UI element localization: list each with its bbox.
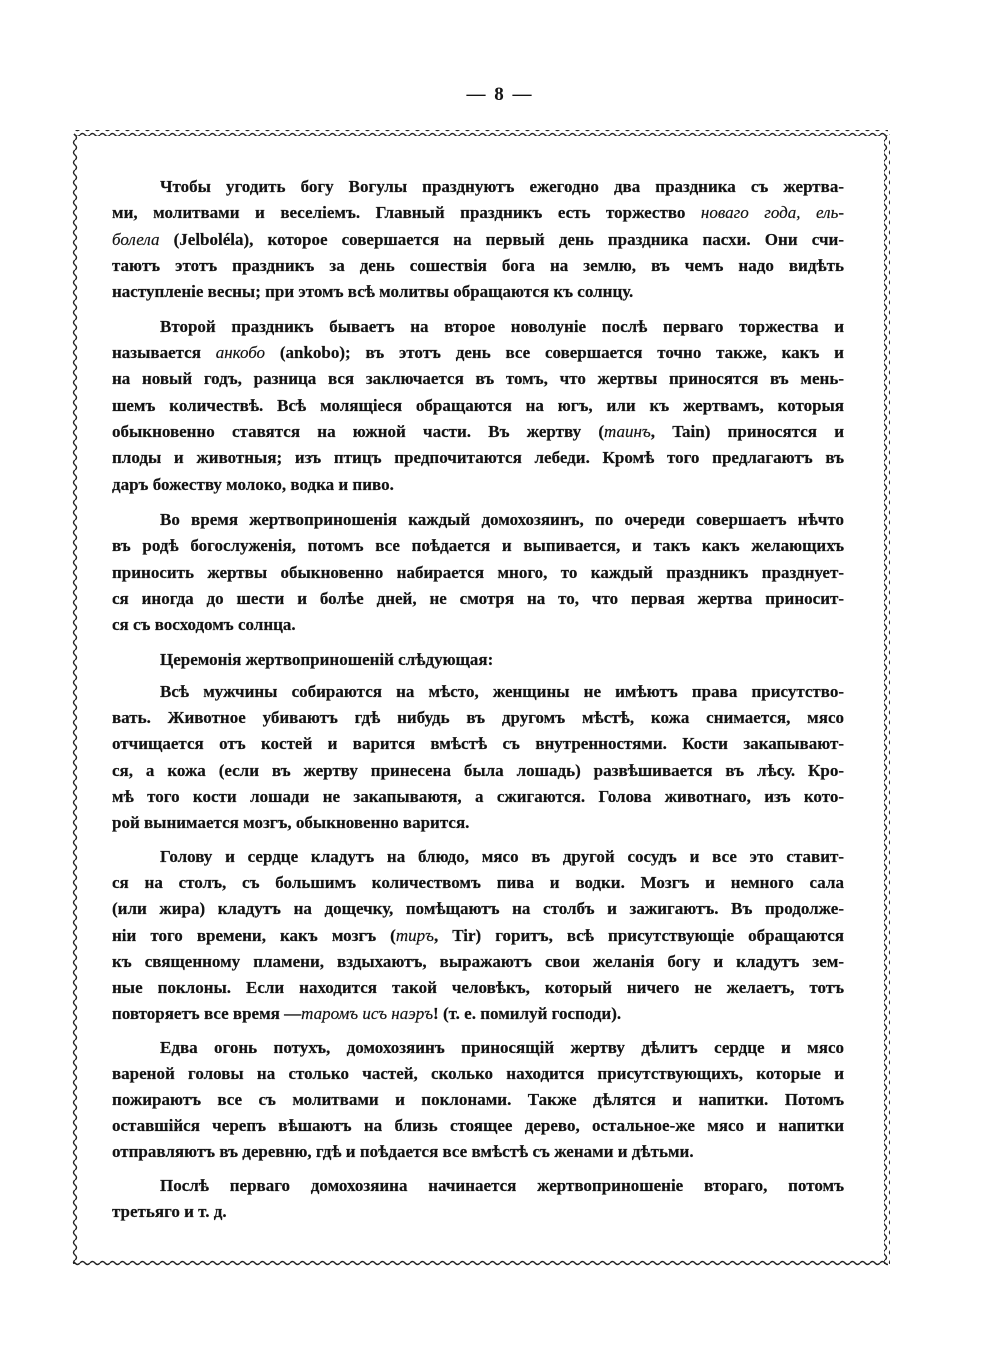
text-segment: ся иногда до шести и болѣе дней, не смотря на то, что первая жертва приносит- (112, 589, 844, 608)
text-segment: отчищается отъ костей и варится вмѣстѣ съ внутренностями. Кости закапывают- (112, 734, 844, 753)
text-segment: Во время жертвоприношенія каждый домохозяинъ, по очереди совершаетъ нѣчто (160, 510, 844, 529)
text-segment: ся съ восходомъ солнца. (112, 615, 296, 634)
text-segment: ные поклоны. Если находится такой человѣкъ, который ничего не желаетъ, тотъ (112, 978, 844, 997)
text-segment: таютъ этотъ праздникъ за день сошествія бога на землю, въ чемъ надо видѣть (112, 256, 844, 275)
text-line (160, 846, 844, 868)
text-segment: даръ божеству молоко, водка и пиво. (112, 475, 394, 494)
text-line (112, 229, 844, 251)
italic-term: новаго года, ель- (700, 203, 844, 222)
text-segment: Голову и сердце кладутъ на блюдо, мясо въ другой сосудъ и все это ставит- (160, 847, 844, 866)
text-line (112, 281, 844, 303)
text-line (112, 1089, 844, 1111)
text-line (112, 872, 844, 894)
border-right (884, 134, 890, 1264)
text-line (112, 588, 844, 610)
text-line (112, 786, 844, 808)
border-bottom (74, 1260, 888, 1266)
text-segment: плоды и животныя; изъ птицъ предпочитаются лебеди. Кромѣ того предлагаютъ въ (112, 448, 844, 467)
text-line (112, 614, 844, 636)
text-line (112, 255, 844, 277)
text-line (160, 1037, 844, 1059)
text-segment: (Jelboléla), которое совершается на первый день праздника пасхи. Они счи- (159, 230, 844, 249)
text-segment: ніи того времени, какъ мозгъ ( (112, 926, 396, 945)
text-segment: вать. Животное убиваютъ гдѣ нибудь въ другомъ мѣстѣ, кожа снимается, мясо (112, 708, 844, 727)
text-segment: , Tir) горитъ, всѣ присутствующіе обращаются (433, 926, 844, 945)
text-segment: Церемонія жертвоприношеній слѣдующая: (160, 650, 494, 669)
text-segment: Послѣ перваго домохозяина начинается жертвоприношеніе втораго, потомъ (160, 1176, 844, 1195)
italic-term: таромъ исъ наэръ (301, 1004, 434, 1023)
text-segment: (или жира) кладутъ на дощечку, помѣщаютъ на столбъ и зажигаютъ. Въ продолже- (112, 899, 844, 918)
text-line (160, 1175, 844, 1197)
text-line (112, 1141, 844, 1163)
text-segment: ми, молитвами и веселіемъ. Главный праздникъ есть торжество (112, 203, 701, 222)
text-segment: , Tain) приносятся и (650, 422, 844, 441)
border-left (72, 134, 78, 1264)
text-segment: Второй праздникъ бываетъ на второе новолуніе послѣ перваго торжества и (160, 317, 844, 336)
text-line (112, 202, 844, 224)
text-segment: ! (т. е. помилуй господи). (433, 1004, 622, 1023)
text-line (112, 342, 844, 364)
text-segment: ся, а кожа (если въ жертву принесена была лошадь) развѣшивается въ лѣсу. Кро- (112, 761, 844, 780)
italic-term: болела (112, 230, 160, 249)
text-segment: отправляютъ въ деревню, гдѣ и поѣдается все вмѣстѣ съ женами и дѣтьми. (112, 1142, 694, 1161)
text-segment: къ священному пламени, вздыхаютъ, выражаютъ свои желанія богу и кладутъ зем- (112, 952, 844, 971)
text-line (112, 1201, 844, 1223)
text-segment: на новый годъ, разница вся заключается въ томъ, что жертвы приносятся въ мень- (112, 369, 844, 388)
text-line (112, 812, 844, 834)
text-line (112, 1115, 844, 1137)
text-line (112, 925, 844, 947)
text-line (112, 562, 844, 584)
text-line (160, 681, 844, 703)
text-segment: пожираютъ все съ молитвами и поклонами. Также дѣлятся и напитки. Потомъ (112, 1090, 844, 1109)
text-segment: Всѣ мужчины собираются на мѣсто, женщины не имѣютъ права присутство- (160, 682, 844, 701)
text-segment: третьяго и т. д. (112, 1202, 227, 1221)
border-top (74, 130, 888, 136)
text-segment: приносить жертвы обыкновенно набирается много, то каждый праздникъ празднует- (112, 563, 844, 582)
text-line (112, 395, 844, 417)
text-line (112, 1003, 844, 1025)
text-line (112, 474, 844, 496)
text-segment: въ родѣ богослуженія, потомъ все поѣдается и выпивается, и такъ какъ желающихъ (112, 536, 844, 555)
text-line (112, 707, 844, 729)
page-number: — 8 — (466, 84, 534, 105)
text-line (160, 509, 844, 531)
text-line (112, 760, 844, 782)
text-segment: вареной головы на столько частей, сколько находится присутствующихъ, которые и (112, 1064, 844, 1083)
text-segment: называется (112, 343, 216, 362)
text-line (112, 977, 844, 999)
text-line (112, 368, 844, 390)
text-line (112, 447, 844, 469)
text-segment: Чтобы угодить богу Вогулы празднуютъ ежегодно два праздника съ жертва- (160, 177, 844, 196)
text-segment: Едва огонь потухъ, домохозяинъ приносящій жертву дѣлитъ сердце и мясо (160, 1038, 844, 1057)
text-segment: наступленіе весны; при этомъ всѣ молитвы обращаются къ солнцу. (112, 282, 634, 301)
text-segment: ся на столъ, съ большимъ количествомъ пива и водки. Мозгъ и немного сала (112, 873, 844, 892)
text-segment: обыкновенно ставятся на южной части. Въ жертву ( (112, 422, 604, 441)
text-line (112, 898, 844, 920)
text-line (112, 951, 844, 973)
text-segment: повторяетъ все время — (112, 1004, 302, 1023)
text-segment: шемъ количествѣ. Всѣ молящіеся обращаются на югъ, или къ жертвамъ, которыя (112, 396, 844, 415)
text-line (112, 535, 844, 557)
text-line (160, 316, 844, 338)
text-line (112, 733, 844, 755)
italic-term: таинъ (604, 422, 651, 441)
text-line (160, 649, 844, 671)
italic-term: анкобо (215, 343, 266, 362)
text-segment: рой вынимается мозгъ, обыкновенно варится. (112, 813, 470, 832)
text-line (160, 176, 844, 198)
text-segment: мѣ того кости лошади не закапываютя, а сжигаются. Голова животнаго, изъ кото- (112, 787, 844, 806)
text-line (112, 1063, 844, 1085)
text-segment: (ankobo); въ этотъ день все совершается точно также, какъ и (265, 343, 844, 362)
text-line (112, 421, 844, 443)
text-segment: оставшійся черепъ вѣшаютъ на близь стоящее дерево, остальное-же мясо и напитки (112, 1116, 844, 1135)
italic-term: тиръ (395, 926, 434, 945)
